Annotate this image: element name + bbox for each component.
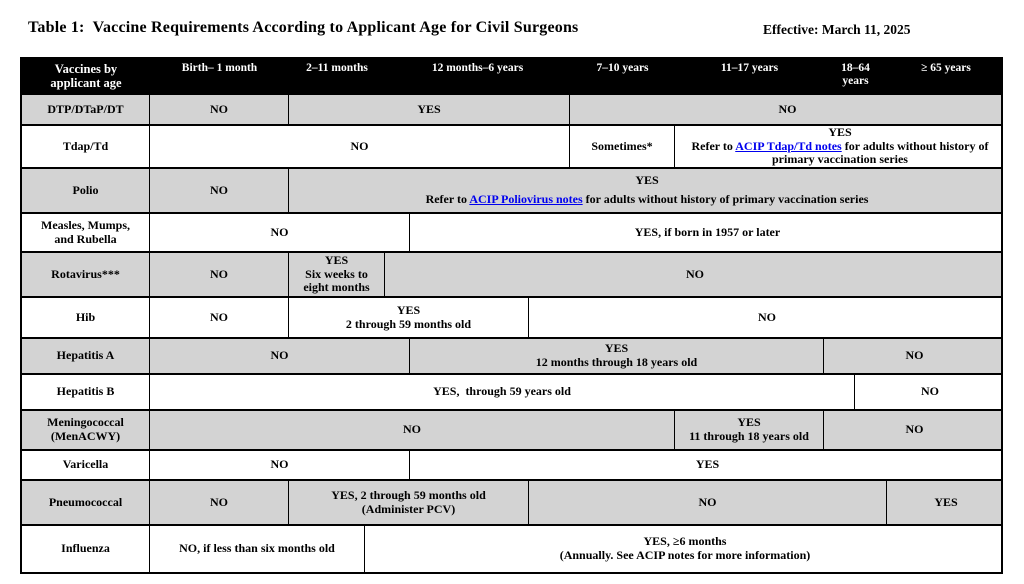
row-pneumococcal — [22, 481, 1001, 526]
row-mmr — [22, 214, 1001, 253]
cell-text-line: YES, if born in 1957 or later — [634, 224, 781, 239]
cell-text-line: NO — [403, 422, 421, 437]
cell-text-line: 18–64 — [841, 62, 870, 74]
row-tdap-td — [22, 126, 1001, 169]
cell-text-line: Sometimes* — [591, 138, 653, 153]
cell-pneumococcal-2 — [529, 481, 887, 524]
cell-text-line: Varicella — [62, 457, 109, 472]
row-hepatitis-a — [22, 339, 1001, 375]
cell-pneumococcal-1 — [289, 481, 529, 524]
cell-text-line: YES — [635, 173, 659, 188]
cell-text-line: YES — [828, 124, 852, 139]
cell-text-line: Hepatitis B — [56, 384, 115, 399]
cell-dtp-1 — [289, 95, 570, 124]
cell-text-line: YES, through 59 years old — [433, 384, 571, 399]
cell-text-line: Rotavirus*** — [51, 266, 120, 281]
page-title: Table 1: Vaccine Requirements According to Applicant Age for Civil Surgeons — [28, 19, 579, 36]
cell-polio-1 — [289, 169, 1005, 212]
cell-dtp-0 — [150, 95, 289, 124]
cell-polio-0 — [150, 169, 289, 212]
cell-text-line: NO — [905, 348, 924, 363]
cell-rotavirus-0 — [150, 253, 289, 296]
cell-text-line: eight months — [303, 280, 370, 295]
header-label-cell — [22, 59, 150, 93]
cell-text-line: applicant age — [50, 76, 122, 90]
cell-text-line: NO — [210, 494, 228, 509]
cell-text-line: Hib — [75, 309, 96, 324]
row-label-rotavirus — [22, 253, 150, 296]
cell-text-line: ≥ 65 years — [921, 62, 971, 74]
cell-text-line: NO — [350, 138, 369, 153]
header-col-birth-1-month — [150, 59, 289, 93]
cell-text-line: Measles, Mumps, — [41, 217, 130, 232]
cell-text-line: NO — [210, 182, 228, 197]
cell-text-line: NO — [210, 266, 228, 281]
cell-dtp-2 — [570, 95, 1005, 124]
cell-hib-0 — [150, 298, 289, 337]
cell-tdap-td-0 — [150, 126, 570, 167]
cell-text-line: DTP/DTaP/DT — [47, 101, 124, 116]
cell-varicella-0 — [150, 451, 410, 479]
cell-text-line — [678, 140, 1002, 168]
row-label-pneumococcal — [22, 481, 150, 524]
header-col-12-months-6-years — [385, 59, 570, 93]
header-col-2-11-months — [289, 59, 385, 93]
cell-text-part: Refer to — [691, 138, 736, 153]
cell-text-line: Meningococcal — [47, 415, 124, 430]
cell-text-line: YES — [934, 494, 958, 509]
row-label-varicella — [22, 451, 150, 479]
cell-text-line: 12 months–6 years — [431, 62, 524, 74]
cell-hib-1 — [289, 298, 529, 337]
header-col-65-plus-years — [887, 59, 1005, 93]
row-dtp — [22, 95, 1001, 126]
effective-date: Effective: March 11, 2025 — [763, 22, 911, 37]
row-rotavirus — [22, 253, 1001, 298]
cell-text-line: YES, 2 through 59 months old — [331, 487, 486, 502]
cell-text-line: Influenza — [61, 541, 110, 556]
cell-meningococcal-1 — [675, 411, 824, 449]
vaccine-table — [20, 57, 1003, 574]
row-hepatitis-b — [22, 375, 1001, 411]
cell-text-line: NO — [270, 457, 289, 472]
cell-hepatitis-b-0 — [150, 375, 855, 409]
cell-text-line: NO, if less than six months old — [179, 541, 335, 556]
cell-text-line: 11–17 years — [720, 62, 779, 74]
header-col-18-64-years — [824, 59, 887, 93]
cell-text-line: NO — [270, 348, 289, 363]
cell-text-line: 11 through 18 years old — [689, 429, 809, 443]
cell-text-line: Pneumococcal — [48, 494, 123, 509]
row-label-polio — [22, 169, 150, 212]
cell-text-line: NO — [210, 101, 228, 116]
row-label-hepatitis-a — [22, 339, 150, 373]
row-label-hib — [22, 298, 150, 337]
cell-hib-2 — [529, 298, 1005, 337]
cell-meningococcal-0 — [150, 411, 675, 449]
cell-text-line: YES, ≥6 months — [643, 534, 727, 549]
cell-text-line: Hepatitis A — [56, 348, 115, 363]
row-label-influenza — [22, 526, 150, 572]
acip-tdap-td-notes-link[interactable]: ACIP Tdap/Td notes — [735, 138, 842, 153]
cell-text-line: and Rubella — [54, 231, 117, 246]
cell-text-line — [426, 193, 869, 207]
cell-text-line: NO — [270, 224, 289, 239]
cell-pneumococcal-0 — [150, 481, 289, 524]
cell-text-line: YES — [604, 341, 629, 356]
row-polio — [22, 169, 1001, 214]
cell-text-part: Refer to — [425, 191, 470, 206]
cell-text-line: YES — [417, 101, 441, 116]
cell-text-line: NO — [698, 494, 717, 509]
cell-text-line: NO — [758, 309, 776, 324]
cell-text-line: YES — [695, 457, 720, 472]
header-col-7-10-years — [570, 59, 675, 93]
row-influenza — [22, 526, 1001, 572]
cell-hepatitis-a-1 — [410, 339, 824, 373]
cell-text-line: NO — [686, 266, 704, 281]
cell-mmr-0 — [150, 214, 410, 251]
acip-poliovirus-notes-link[interactable]: ACIP Poliovirus notes — [469, 191, 583, 206]
cell-text-line: (MenACWY) — [50, 429, 121, 443]
cell-pneumococcal-3 — [887, 481, 1005, 524]
cell-rotavirus-2 — [385, 253, 1005, 296]
row-varicella — [22, 451, 1001, 481]
cell-text-line: 12 months through 18 years old — [535, 355, 698, 369]
row-label-meningococcal — [22, 411, 150, 449]
cell-hepatitis-a-2 — [824, 339, 1005, 373]
cell-text-line: YES — [396, 302, 421, 317]
cell-influenza-1 — [365, 526, 1005, 572]
cell-text-line: 2–11 months — [306, 62, 368, 74]
cell-hepatitis-a-0 — [150, 339, 410, 373]
cell-text-line: years — [842, 75, 869, 88]
cell-text-line: Tdap/Td — [62, 138, 109, 153]
cell-text-line: (Annually. See ACIP notes for more information) — [559, 548, 811, 562]
cell-text-line: NO — [921, 384, 939, 399]
row-hib — [22, 298, 1001, 339]
row-label-mmr — [22, 214, 150, 251]
cell-text-line: Birth– 1 month — [181, 62, 258, 74]
cell-text-line: 2 through 59 months old — [345, 316, 472, 331]
cell-text-line: 7–10 years — [596, 62, 649, 74]
row-label-dtp — [22, 95, 150, 124]
cell-tdap-td-2 — [675, 126, 1005, 167]
cell-mmr-1 — [410, 214, 1005, 251]
cell-text-line: Six weeks to — [305, 266, 368, 281]
cell-rotavirus-1 — [289, 253, 385, 296]
cell-varicella-1 — [410, 451, 1005, 479]
cell-tdap-td-1 — [570, 126, 675, 167]
cell-text-part: for adults without history of primary vaccination series — [772, 138, 992, 167]
row-label-tdap-td — [22, 126, 150, 167]
cell-text-part: for adults without history of primary vaccination series — [582, 191, 869, 206]
cell-text-line: NO — [778, 101, 797, 116]
cell-meningococcal-2 — [824, 411, 1005, 449]
cell-text-line: (Administer PCV) — [361, 501, 456, 516]
cell-text-line: Vaccines by — [54, 61, 118, 76]
cell-text-line: NO — [905, 422, 924, 437]
row-meningococcal — [22, 411, 1001, 451]
header-col-11-17-years — [675, 59, 824, 93]
cell-text-line: YES — [737, 415, 761, 430]
cell-text-line: Polio — [72, 182, 99, 197]
table-header-row — [22, 59, 1001, 95]
cell-hepatitis-b-1 — [855, 375, 1005, 409]
cell-influenza-0 — [150, 526, 365, 572]
cell-text-line: NO — [210, 309, 228, 324]
cell-text-line: YES — [324, 252, 349, 267]
row-label-hepatitis-b — [22, 375, 150, 409]
